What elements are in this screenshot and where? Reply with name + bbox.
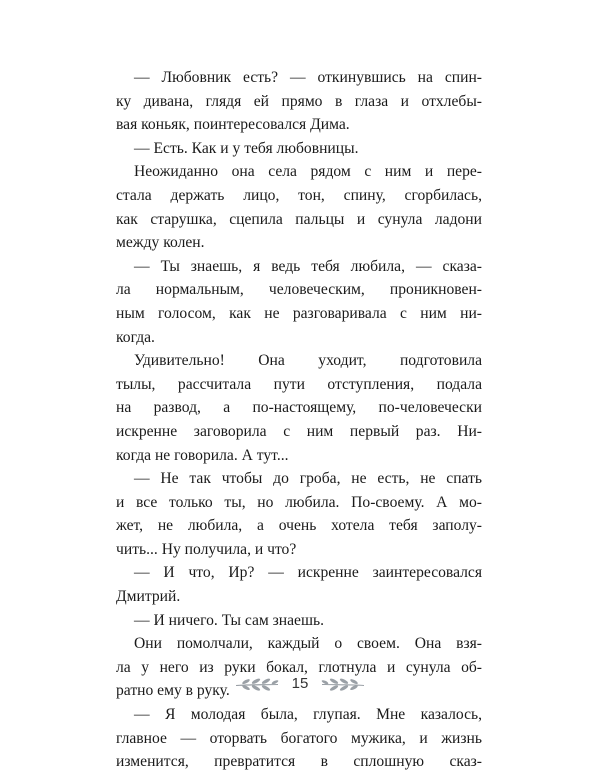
text-line: — И что, Ир? — искренне заинтересовался xyxy=(134,564,482,582)
text-line: главное — оторвать богатого мужика, и жизнь xyxy=(116,729,482,747)
leaf-sprig-left-icon xyxy=(234,676,280,692)
text-line: стала держать лицо, тон, спину, сгорбилась, xyxy=(116,186,482,204)
text-line: ным голосом, как не разговаривала с ним ни- xyxy=(116,304,482,322)
text-line: как старушка, сцепила пальцы и сунула ладони xyxy=(116,210,482,228)
text-line: — Не так чтобы до гроба, не есть, не спать xyxy=(134,470,482,488)
text-line: — Есть. Как и у тебя любовницы. xyxy=(134,139,359,157)
text-line: — И ничего. Ты сам знаешь. xyxy=(134,611,324,629)
page-number: 15 xyxy=(291,675,309,692)
page-footer xyxy=(0,672,600,696)
text-line: Неожиданно она села рядом с ним и пере- xyxy=(134,163,482,181)
text-line: — Любовник есть? — откинувшись на спин- xyxy=(134,69,482,86)
text-line: искренне заговорила с ним первый раз. Ни- xyxy=(116,422,482,440)
text-line: и все только ты, но любила. По-своему. А мо- xyxy=(116,493,482,511)
text-line: когда не говорила. А тут... xyxy=(116,446,289,464)
text-line: когда. xyxy=(116,328,155,346)
text-line: на развод, а по-настоящему, по-человечески xyxy=(116,399,482,417)
text-line: тылы, рассчитала пути отступления, подала xyxy=(116,375,482,393)
text-line: Удивительно! Она уходит, подготовила xyxy=(134,352,482,370)
text-line: ратно ему в руку. xyxy=(116,682,230,700)
text-line: — Я молодая была, глупая. Мне казалось, xyxy=(134,706,482,724)
body-text xyxy=(116,66,482,774)
text-line: — Ты знаешь, я ведь тебя любила, — сказа- xyxy=(134,257,482,275)
text-line: ку дивана, глядя ей прямо в глаза и отхлебы- xyxy=(116,92,482,110)
text-line: изменится, превратится в сплошную сказ- xyxy=(116,753,482,771)
text-line: вая коньяк, поинтересовался Дима. xyxy=(116,116,350,134)
text-line: между колен. xyxy=(116,234,205,252)
text-line: Дмитрий. xyxy=(116,588,181,606)
text-line: ла у него из руки бокал, глотнула и сунула об- xyxy=(116,658,482,676)
text-line: жет, не любила, а очень хотела тебя заполу- xyxy=(116,517,482,535)
text-line: ла нормальным, человеческим, проникновен- xyxy=(116,281,482,299)
text-line: чить... Ну получила, и что? xyxy=(116,540,297,558)
text-line: Они помолчали, каждый о своем. Она взя- xyxy=(134,635,482,653)
leaf-sprig-right-icon xyxy=(320,676,366,692)
